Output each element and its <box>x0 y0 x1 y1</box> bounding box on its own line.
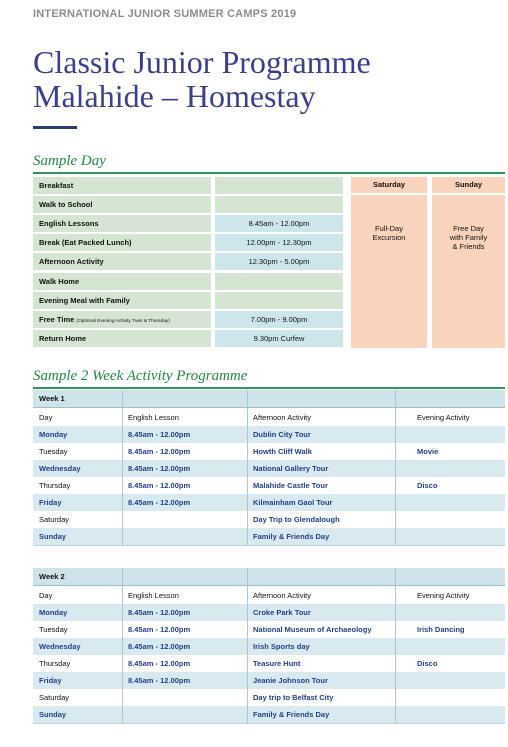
english-cell <box>128 706 243 723</box>
column-divider <box>395 568 396 723</box>
time-cell: 12.30pm - 5.00pm <box>215 253 343 270</box>
english-cell: 8.45am - 12.00pm <box>128 498 191 507</box>
saturday-line-1: Full-Day <box>375 224 403 233</box>
sample-day-row <box>33 311 343 328</box>
afternoon-cell: Irish Sports day <box>253 642 310 651</box>
column-divider <box>122 390 123 545</box>
sunday-line-1: Free Day <box>453 224 484 233</box>
activity-label: Walk Home <box>39 277 80 286</box>
activity-cell <box>33 292 211 309</box>
afternoon-cell: Kilmainham Gaol Tour <box>253 498 333 507</box>
title-line-1: Classic Junior Programme <box>33 44 371 80</box>
table-row <box>33 672 505 690</box>
evening-cell: Movie <box>417 447 439 456</box>
english-cell: 8.45am - 12.00pm <box>128 625 191 634</box>
table-row <box>33 638 505 656</box>
saturday-column <box>351 177 427 348</box>
programme-heading: Sample 2 Week Activity Programme <box>33 368 248 384</box>
column-header-day: Day <box>39 591 53 600</box>
time-cell: 9.30pm Curfew <box>215 330 343 347</box>
column-divider <box>247 390 248 545</box>
sample-day-row <box>33 234 343 251</box>
week-label-row <box>33 568 505 586</box>
activity-cell <box>33 196 211 213</box>
table-row <box>33 494 505 512</box>
english-cell: 8.45am - 12.00pm <box>128 676 191 685</box>
week-label-row <box>33 390 505 408</box>
evening-cell <box>411 426 505 443</box>
evening-cell <box>411 528 505 545</box>
afternoon-cell: Dublin City Tour <box>253 430 311 439</box>
activity-note: (Optional Evening Activity Tues & Thursday) <box>76 319 170 324</box>
day-cell: Saturday <box>39 693 70 702</box>
activity-cell <box>33 215 211 232</box>
english-cell: 8.45am - 12.00pm <box>128 659 191 668</box>
sample-day-row <box>33 330 343 347</box>
column-header-evening: Evening Activity <box>417 591 470 600</box>
time-cell: 12.00pm - 12.30pm <box>215 234 343 251</box>
afternoon-cell: Teasure Hunt <box>253 659 301 668</box>
english-cell <box>128 511 243 528</box>
time-cell <box>215 177 343 194</box>
column-header-day: Day <box>39 413 53 422</box>
day-cell: Friday <box>39 498 62 507</box>
table-row <box>33 621 505 639</box>
english-cell: 8.45am - 12.00pm <box>128 464 191 473</box>
sunday-column <box>432 177 505 348</box>
column-header-english: English Lesson <box>128 591 179 600</box>
evening-cell: Disco <box>417 659 438 668</box>
sample-day-rule <box>33 172 505 174</box>
table-row <box>33 426 505 444</box>
evening-cell: Disco <box>417 481 438 490</box>
day-cell: Sunday <box>39 710 67 719</box>
column-header-row <box>33 587 505 605</box>
activity-label: Afternoon Activity <box>39 257 104 266</box>
table-row <box>33 528 505 546</box>
afternoon-cell: Day trip to Belfast City <box>253 693 334 702</box>
english-cell: 8.45am - 12.00pm <box>128 642 191 651</box>
sample-day-row <box>33 177 343 194</box>
column-divider <box>122 568 123 723</box>
column-divider <box>247 568 248 723</box>
table-row <box>33 706 505 724</box>
afternoon-cell: National Museum of Archaeology <box>253 625 372 634</box>
afternoon-cell: National Gallery Tour <box>253 464 329 473</box>
activity-label: Breakfast <box>39 181 74 190</box>
saturday-text <box>351 224 427 242</box>
time-cell: 8.45am - 12.00pm <box>215 215 343 232</box>
column-divider <box>395 390 396 545</box>
table-row <box>33 604 505 622</box>
afternoon-cell: Malahide Castle Tour <box>253 481 328 490</box>
column-header-row <box>33 409 505 427</box>
week-label: Week 2 <box>39 572 65 581</box>
activity-label: Free Time <box>39 315 75 324</box>
day-cell: Monday <box>39 430 68 439</box>
day-cell: Thursday <box>39 481 71 490</box>
column-header-english: English Lesson <box>128 413 179 422</box>
week-label: Week 1 <box>39 394 65 403</box>
saturday-label: Saturday <box>351 177 427 195</box>
activity-cell <box>33 311 211 328</box>
day-cell: Saturday <box>39 515 70 524</box>
day-cell: Tuesday <box>39 447 68 456</box>
activity-label: Return Home <box>39 334 87 343</box>
afternoon-cell: Day Trip to Glendalough <box>253 515 340 524</box>
evening-cell <box>411 706 505 723</box>
time-cell <box>215 292 343 309</box>
evening-cell <box>411 672 505 689</box>
activity-cell <box>33 253 211 270</box>
table-row <box>33 511 505 529</box>
table-row <box>33 460 505 478</box>
sample-day-row <box>33 273 343 290</box>
page-title <box>33 45 371 113</box>
title-underline <box>33 126 77 129</box>
evening-cell <box>411 511 505 528</box>
activity-label: Evening Meal with Family <box>39 296 130 305</box>
title-line-2: Malahide – Homestay <box>33 78 316 114</box>
english-cell: 8.45am - 12.00pm <box>128 481 191 490</box>
evening-cell <box>411 460 505 477</box>
english-cell <box>128 689 243 706</box>
day-cell: Thursday <box>39 659 71 668</box>
activity-cell <box>33 273 211 290</box>
english-cell: 8.45am - 12.00pm <box>128 447 191 456</box>
saturday-line-2: Excursion <box>372 233 406 242</box>
afternoon-cell: Family & Friends Day <box>253 532 330 541</box>
afternoon-cell: Family & Friends Day <box>253 710 330 719</box>
evening-cell <box>411 604 505 621</box>
column-header-evening: Evening Activity <box>417 413 470 422</box>
activity-cell <box>33 330 211 347</box>
afternoon-cell: Howth Cliff Walk <box>253 447 312 456</box>
day-cell: Monday <box>39 608 68 617</box>
programme-rule <box>33 387 505 389</box>
sample-day-row <box>33 253 343 270</box>
afternoon-cell: Jeanie Johnson Tour <box>253 676 328 685</box>
time-cell <box>215 273 343 290</box>
column-header-afternoon: Afternoon Activity <box>253 413 311 422</box>
activity-label: Walk to School <box>39 200 93 209</box>
day-cell: Wednesday <box>39 464 81 473</box>
sample-day-row <box>33 215 343 232</box>
sample-day-heading: Sample Day <box>33 153 106 169</box>
sunday-label: Sunday <box>432 177 505 195</box>
day-cell: Sunday <box>39 532 67 541</box>
sunday-text <box>432 224 505 251</box>
afternoon-cell: Croke Park Tour <box>253 608 311 617</box>
document-header: INTERNATIONAL JUNIOR SUMMER CAMPS 2019 <box>33 8 297 20</box>
table-row <box>33 689 505 707</box>
table-row <box>33 655 505 673</box>
week-2-table <box>33 568 505 733</box>
activity-cell <box>33 177 211 194</box>
week-1-table <box>33 390 505 555</box>
sunday-line-3: & Friends <box>452 242 485 251</box>
activity-label: English Lessons <box>39 219 99 228</box>
day-cell: Friday <box>39 676 62 685</box>
activity-label: Break (Eat Packed Lunch) <box>39 238 132 247</box>
english-cell <box>128 528 243 545</box>
evening-cell: Irish Dancing <box>417 625 465 634</box>
evening-cell <box>411 494 505 511</box>
activity-cell <box>33 234 211 251</box>
day-cell: Tuesday <box>39 625 68 634</box>
evening-cell <box>411 689 505 706</box>
sample-day-row <box>33 196 343 213</box>
column-header-afternoon: Afternoon Activity <box>253 591 311 600</box>
day-cell: Wednesday <box>39 642 81 651</box>
sample-day-row <box>33 292 343 309</box>
evening-cell <box>411 638 505 655</box>
english-cell: 8.45am - 12.00pm <box>128 608 191 617</box>
sunday-line-2: with Family <box>449 233 488 242</box>
time-cell <box>215 196 343 213</box>
table-row <box>33 443 505 461</box>
english-cell: 8.45am - 12.00pm <box>128 430 191 439</box>
time-cell: 7.00pm - 9.00pm <box>215 311 343 328</box>
table-row <box>33 477 505 495</box>
